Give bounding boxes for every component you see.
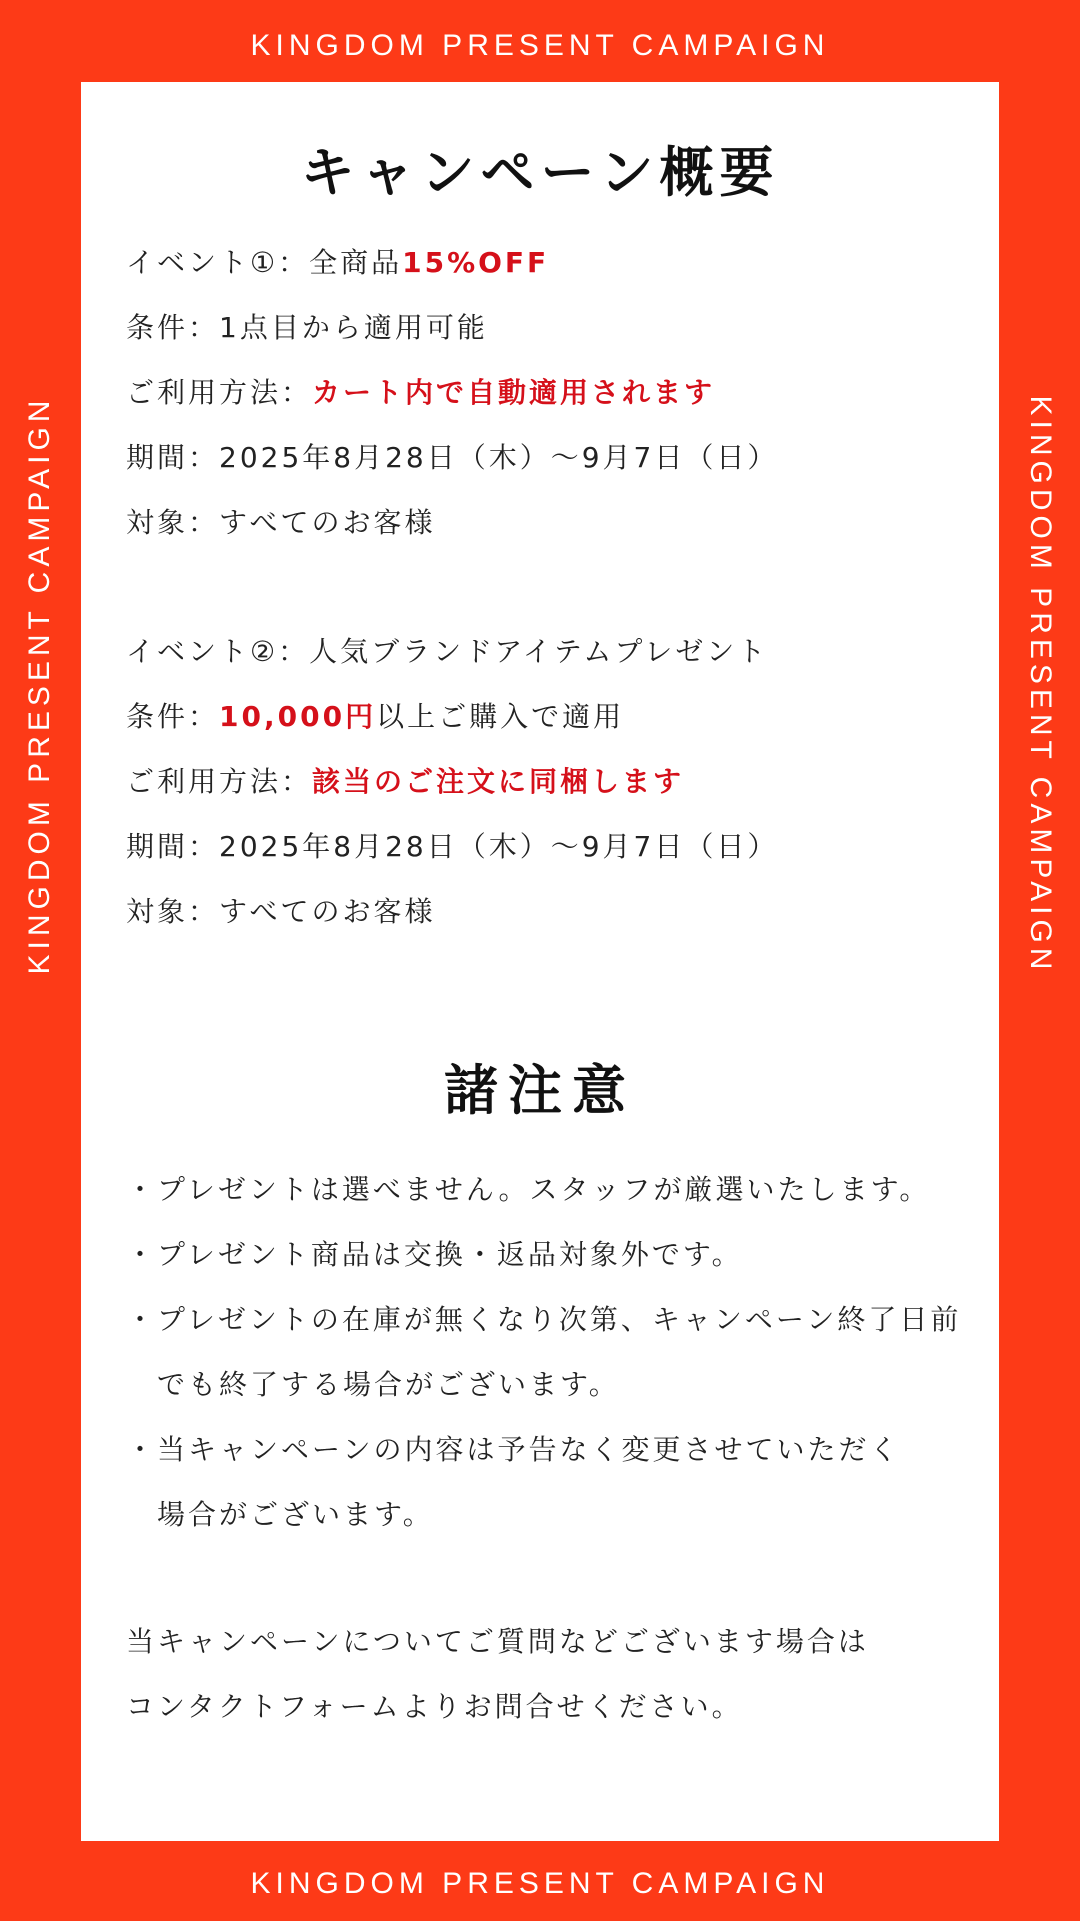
top-banner: KINGDOM PRESENT CAMPAIGN (250, 29, 830, 62)
event2-target: 対象：すべてのお客様 (126, 895, 436, 928)
note-line: でも終了する場合がございます。 (126, 1368, 620, 1401)
left-side-banner: KINGDOM PRESENT CAMPAIGN (23, 395, 56, 975)
event1-usage-highlight: カート内で自動適用されます (312, 376, 716, 409)
note-line: ・プレゼントの在庫が無くなり次第、キャンペーン終了日前 (126, 1303, 962, 1336)
event2-usage-highlight: 該当のご注文に同梱します (312, 765, 685, 798)
note-line: ・プレゼント商品は交換・返品対象外です。 (126, 1238, 743, 1271)
event2-usage-label: ご利用方法： (126, 765, 313, 798)
content-panel (81, 82, 999, 1841)
event2-condition-label: 条件： (126, 700, 220, 733)
event1-usage (126, 373, 715, 413)
note-line: 場合がございます。 (126, 1498, 434, 1531)
event1-condition: 条件：1点目から適用可能 (126, 311, 488, 344)
event2-usage (126, 762, 684, 802)
contact-line: コンタクトフォームよりお問合せください。 (126, 1690, 743, 1723)
overview-title: キャンペーン概要 (300, 141, 780, 204)
contact-line: 当キャンペーンについてご質問などございます場合は (126, 1625, 869, 1658)
event1-usage-label: ご利用方法： (126, 376, 313, 409)
event2-name: イベント②：人気ブランドアイテムプレゼント (126, 635, 769, 668)
notes-title: 諸注意 (444, 1059, 636, 1122)
event2-condition (126, 697, 624, 737)
event1-period: 期間：2025年8月28日（木）〜9月7日（日） (126, 441, 779, 474)
event1-discount: 15%OFF (402, 246, 550, 279)
bottom-banner: KINGDOM PRESENT CAMPAIGN (250, 1867, 830, 1900)
event1-name (126, 243, 549, 283)
event1-name-label: イベント①：全商品 (126, 246, 403, 279)
event2-period: 期間：2025年8月28日（木）〜9月7日（日） (126, 830, 779, 863)
right-side-banner: KINGDOM PRESENT CAMPAIGN (1024, 395, 1057, 975)
note-line: ・プレゼントは選べません。スタッフが厳選いたします。 (126, 1173, 931, 1206)
event2-condition-amount: 10,000円 (219, 700, 377, 733)
event1-target: 対象：すべてのお客様 (126, 506, 436, 539)
event2-condition-rest: 以上ご購入で適用 (376, 700, 625, 733)
note-line: ・当キャンペーンの内容は予告なく変更させていただく (126, 1433, 901, 1466)
